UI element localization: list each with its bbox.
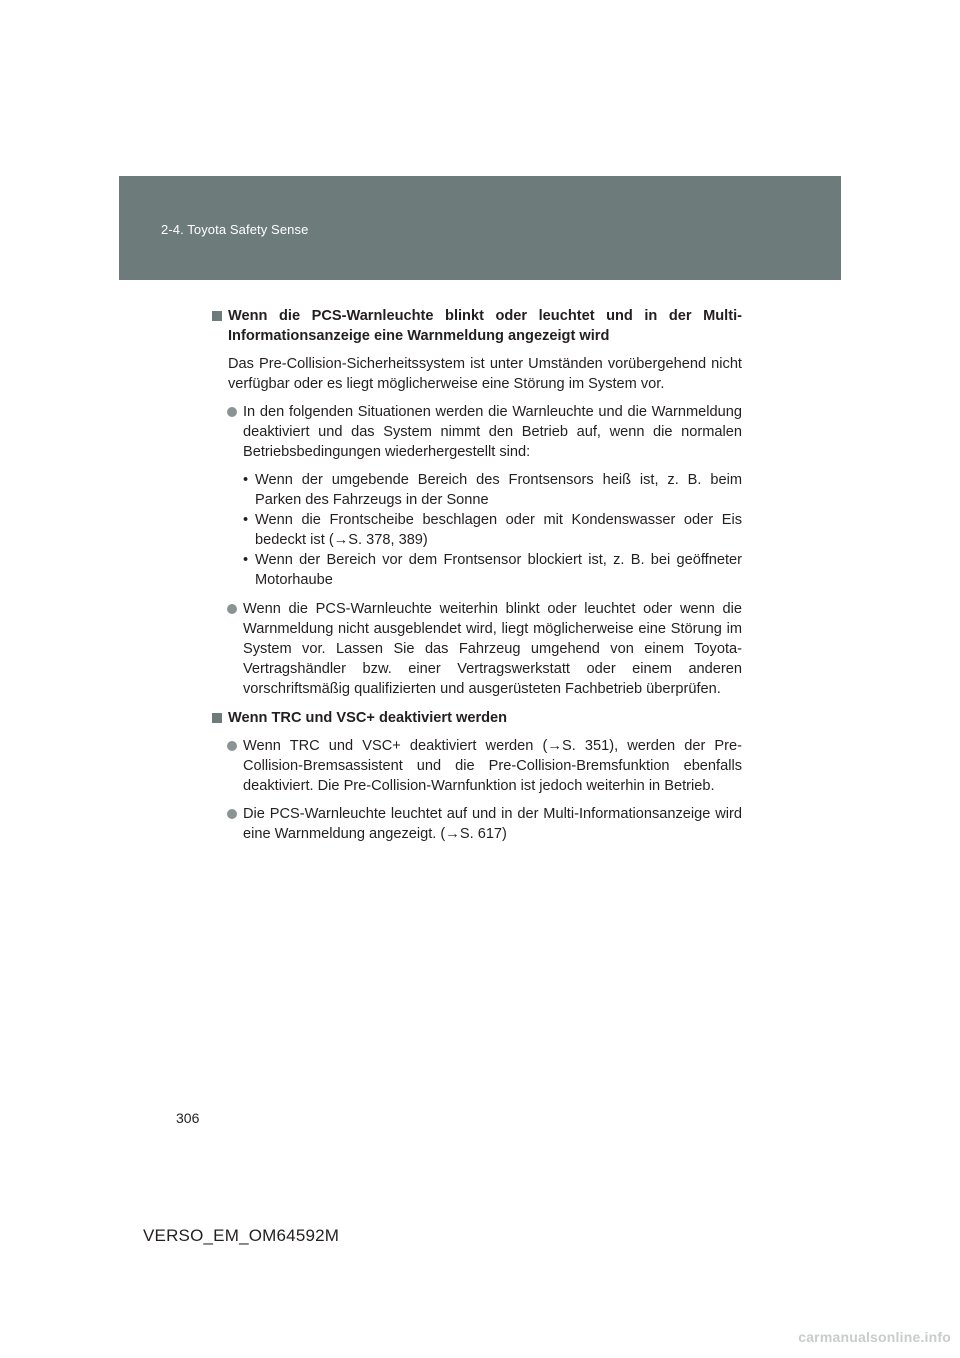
page-number: 306 — [176, 1110, 200, 1126]
sub-bullet-mark: • — [243, 512, 249, 528]
bullet-text: Wenn die PCS-Warnleuchte weiterhin blinkt oder leuchtet oder wenn die Warnmeldung nicht ausgeblendet wird, liegt möglicherweise eine Störung im System vor. Lassen Sie das Fahrzeug umgehend von einem Toyota-Vertragshändler bzw. einer Vertragswerkstatt oder einem anderen vorschriftsmäßig qualifizierten und ausgerüsteten Fachbetrieb überprüfen. — [243, 601, 742, 697]
sub-item — [212, 470, 742, 510]
bullet-text: Wenn TRC und VSC+ deaktiviert werden (→S. 351), werden der Pre-Collision-Bremsassistent und die Pre-Collision-Bremsfunktion ebenfalls deaktiviert. Die Pre-Collision-Warnfunktion ist jedoch weiterhin in Betrieb. — [243, 738, 742, 794]
circle-bullet-icon — [227, 604, 237, 614]
bullet-item — [212, 599, 742, 699]
section-title: 2-4. Toyota Safety Sense — [161, 222, 309, 237]
heading-text: Wenn TRC und VSC+ deaktiviert werden — [228, 710, 508, 726]
bullet-item — [212, 804, 742, 844]
sub-bullet-mark: • — [243, 552, 249, 568]
section-heading-pcs-warning — [212, 306, 742, 346]
sub-item-text: Wenn der umgebende Bereich des Frontsensors heiß ist, z. B. beim Parken des Fahrzeugs in der Sonne — [255, 472, 742, 508]
bullet-text: In den folgenden Situationen werden die Warnleuchte und die Warnmeldung deaktiviert und das System nimmt den Betrieb auf, wenn die normalen Betriebsbedingungen wiederhergestellt sind: — [243, 404, 742, 460]
bullet-item — [212, 402, 742, 462]
circle-bullet-icon — [227, 741, 237, 751]
section-header-bar — [119, 176, 841, 280]
sub-item-text: Wenn die Frontscheibe beschlagen oder mit Kondenswasser oder Eis bedeckt ist (→S. 378, 389) — [255, 512, 742, 548]
sub-bullet-mark: • — [243, 472, 249, 488]
watermark: carmanualsonline.info — [798, 1329, 951, 1345]
sub-item — [212, 550, 742, 590]
bullet-item — [212, 736, 742, 796]
heading-text: Wenn die PCS-Warnleuchte blinkt oder leuchtet und in der Multi-Informationsanzeige eine Warnmeldung angezeigt wird — [228, 308, 742, 344]
square-bullet-icon — [212, 311, 222, 321]
bullet-text: Die PCS-Warnleuchte leuchtet auf und in der Multi-Informationsanzeige wird eine Warnmeldung angezeigt. (→S. 617) — [243, 806, 742, 842]
sub-item — [212, 510, 742, 550]
sub-item-text: Wenn der Bereich vor dem Frontsensor blockiert ist, z. B. bei geöffneter Motorhaube — [255, 552, 742, 588]
sub-list — [212, 470, 742, 590]
page-content — [212, 306, 742, 844]
intro-paragraph: Das Pre-Collision-Sicherheitssystem ist unter Umständen vorübergehend nicht verfügbar oder es liegt möglicherweise eine Störung im System vor. — [228, 356, 742, 392]
circle-bullet-icon — [227, 407, 237, 417]
document-code: VERSO_EM_OM64592M — [143, 1226, 340, 1245]
circle-bullet-icon — [227, 809, 237, 819]
square-bullet-icon — [212, 713, 222, 723]
section-heading-trc-vsc — [212, 708, 742, 728]
